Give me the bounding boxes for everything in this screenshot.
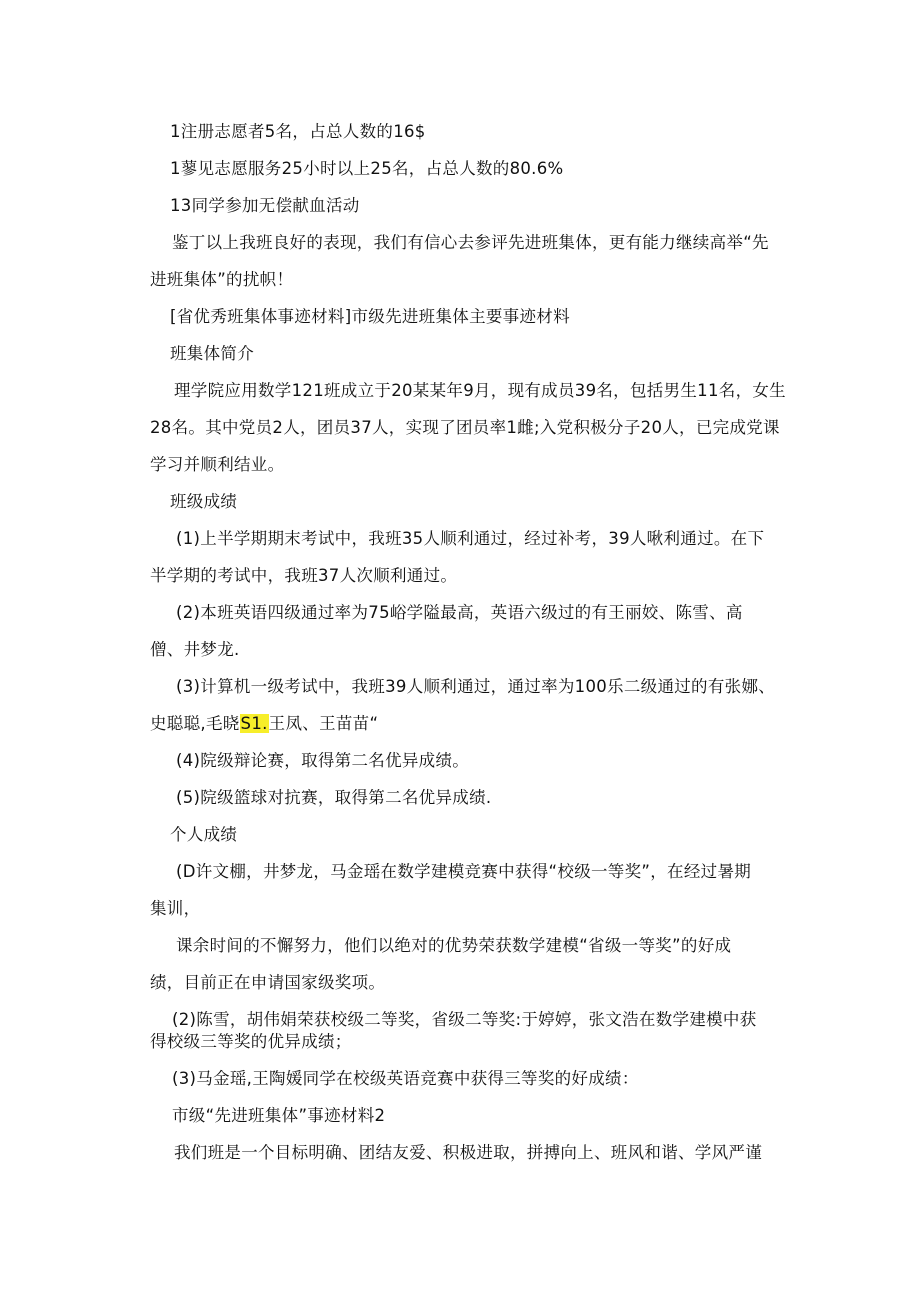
text-line: (1)上半学期期末考试中，我班35人顺利通过，经过补考，39人啾利通过。在下 xyxy=(176,529,765,548)
text-line: 得校级三等奖的优异成绩； xyxy=(150,1032,352,1051)
text-line: 28名。其中党员2人，团员37人，实现了团员率1雌;入党积极分子20人，已完成党课 xyxy=(150,418,780,437)
text-line: 课余时间的不懈努力，他们以绝对的优势荣获数学建模“省级一等奖”的好成 xyxy=(176,936,732,955)
section-heading: 班级成绩 xyxy=(170,492,238,511)
text-line: (3)马金瑶,王陶媛同学在校级英语竞赛中获得三等奖的好成绩： xyxy=(172,1069,639,1088)
text-line: 学习并顺利结业。 xyxy=(150,455,285,474)
text-line: 理学院应用数学121班成立于20某某年9月，现有成员39名，包括男生11名，女生 xyxy=(174,381,786,400)
highlight-mark: S1. xyxy=(240,714,268,733)
text-line: (5)院级篮球对抗赛，取得第二名优异成绩. xyxy=(176,788,492,807)
text-line: 半学期的考试中，我班37人次顺利通过。 xyxy=(150,566,458,585)
text-line: 我们班是一个目标明确、团结友爱、积极进取，拼搏向上、班风和谐、学风严谨 xyxy=(174,1143,762,1162)
text-line: (2)陈雪，胡伟娟荣获校级二等奖，省级二等奖:于婷婷，张文浩在数学建模中获 xyxy=(172,1010,757,1029)
text-line: 进班集体”的扰帜！ xyxy=(150,270,294,289)
text-segment: 王凤、王苗苗“ xyxy=(268,714,379,733)
section-heading: 市级“先进班集体”事迹材料2 xyxy=(172,1106,386,1125)
text-line: 1蓼见志愿服务25小时以上25名，占总人数的80.6% xyxy=(170,159,564,178)
text-line: 1注册志愿者5名，占总人数的16$ xyxy=(170,122,426,141)
section-heading: 班集体简介 xyxy=(170,344,254,363)
text-line-highlighted xyxy=(150,713,378,735)
text-line: 13同学参加无偿献血活动 xyxy=(170,196,360,215)
text-line: (4)院级辩论赛，取得第二名优异成绩。 xyxy=(176,751,470,770)
text-line: 绩，目前正在申请国家级奖项。 xyxy=(150,973,386,992)
text-line: 集训， xyxy=(150,899,201,918)
text-line: 鉴丁以上我班良好的表现，我们有信心去参评先进班集体，更有能力继续高举“先 xyxy=(172,233,769,252)
text-line: (2)本班英语四级通过率为75峪学隘最高，英语六级过的有王丽姣、陈雪、高 xyxy=(176,603,743,622)
section-heading: 个人成绩 xyxy=(170,825,238,844)
text-segment: 史聪聪,毛晓 xyxy=(150,714,240,733)
text-line: 僧、井梦龙. xyxy=(150,640,240,659)
text-line: (3)计算机一级考试中，我班39人顺利通过，通过率为100乐二级通过的有张娜、 xyxy=(176,677,776,696)
section-heading: [省优秀班集体事迹材料]市级先进班集体主要事迹材料 xyxy=(170,307,570,326)
text-line: (D许文棚，井梦龙，马金瑶在数学建模竞赛中获得“校级一等奖”，在经过暑期 xyxy=(176,862,752,881)
